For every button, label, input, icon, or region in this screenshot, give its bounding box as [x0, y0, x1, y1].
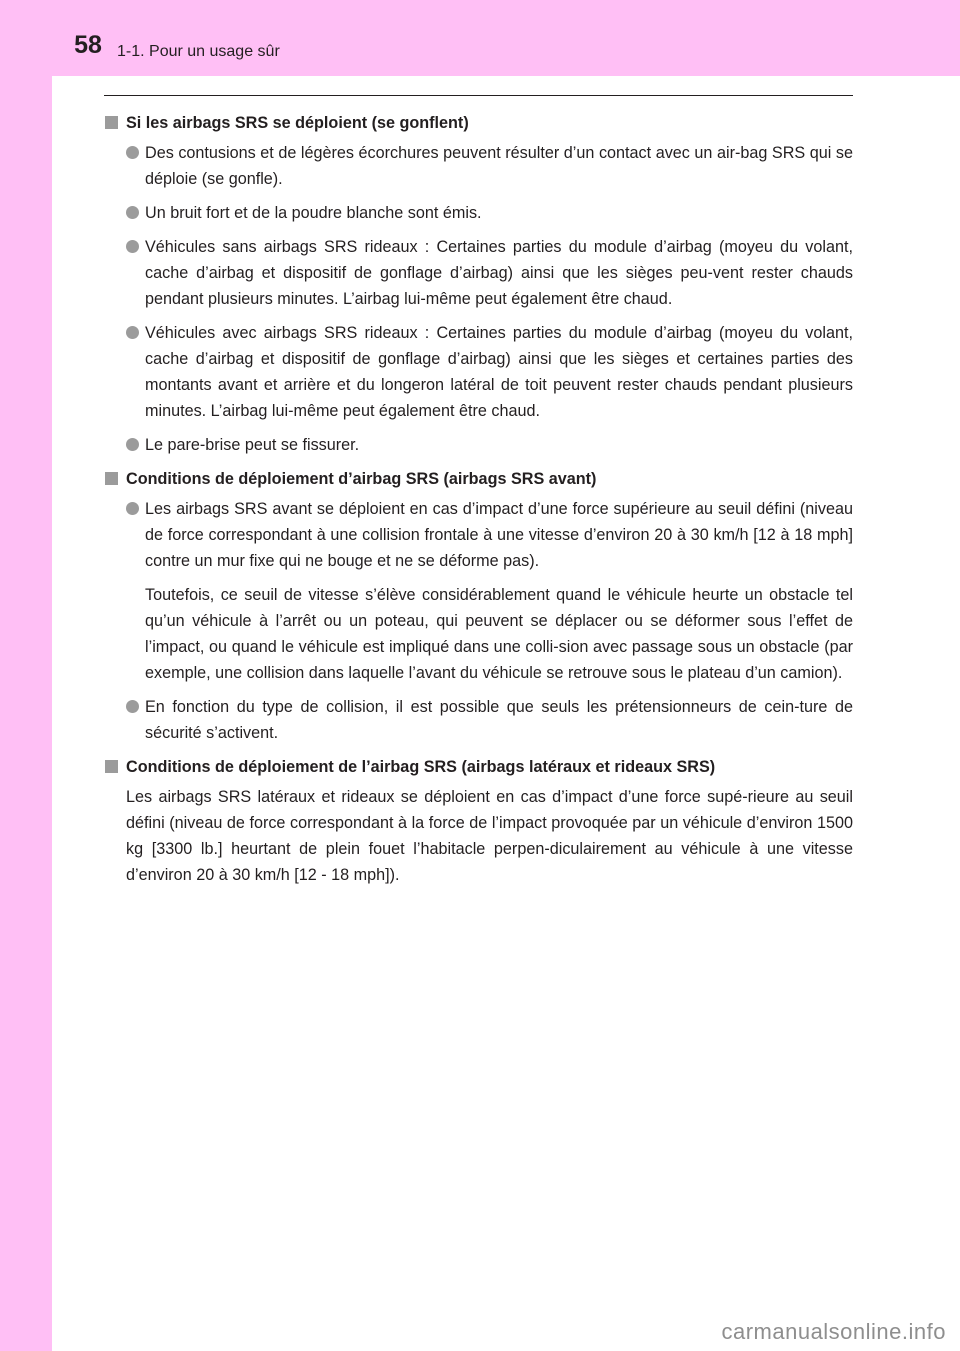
- circle-bullet-icon: [126, 700, 139, 713]
- page-content: [104, 110, 853, 896]
- circle-bullet-icon: [126, 206, 139, 219]
- square-bullet-icon: [105, 472, 118, 485]
- list-item: [104, 432, 853, 458]
- heading-text: Conditions de déploiement d’airbag SRS (airbags SRS avant): [126, 470, 597, 488]
- heading-text: Si les airbags SRS se déploient (se gonflent): [126, 114, 469, 132]
- list-item-text: Des contusions et de légères écorchures peuvent résulter d’un contact avec un air-bag SRS qui se déploie (se gonfle).: [145, 144, 853, 188]
- list-item-text: En fonction du type de collision, il est possible que seuls les prétensionneurs de cein-ture de sécurité s’activent.: [145, 698, 853, 742]
- circle-bullet-icon: [126, 326, 139, 339]
- heading-airbags-deploy: [104, 110, 853, 136]
- circle-bullet-icon: [126, 146, 139, 159]
- list-item-text: Un bruit fort et de la poudre blanche sont émis.: [145, 204, 482, 222]
- header-divider: [104, 95, 853, 96]
- page-number: 58: [74, 31, 102, 59]
- list-item-text: Les airbags SRS avant se déploient en cas d’impact d’une force supérieure au seuil défini (niveau de force correspondant à une collision frontale à une vitesse d’environ 20 à 30 km/h [12 à 18 mph] contre un mur fixe qui ne bouge et ne se déforme pas).: [145, 500, 853, 570]
- list-item-text: Véhicules sans airbags SRS rideaux : Certaines parties du module d’airbag (moyeu du volant, cache d’airbag et dispositif de gonflage d’airbag) ainsi que les sièges peu-vent rester chauds pendant plusieurs minutes. L’airbag lui-même peut également être chaud.: [145, 238, 853, 308]
- square-bullet-icon: [105, 116, 118, 129]
- circle-bullet-icon: [126, 502, 139, 515]
- list-item-text: Le pare-brise peut se fissurer.: [145, 436, 360, 454]
- side-color-band: [0, 0, 52, 1351]
- list-item: [104, 200, 853, 226]
- list-item: [104, 234, 853, 312]
- list-item: [104, 320, 853, 424]
- section-title: 1-1. Pour un usage sûr: [117, 43, 280, 60]
- heading-front-airbag-conditions: [104, 466, 853, 492]
- list-item: [104, 496, 853, 574]
- watermark: carmanualsonline.info: [721, 1319, 946, 1344]
- continuation-paragraph: Toutefois, ce seuil de vitesse s’élève considérablement quand le véhicule heurte un obstacle tel qu’un véhicule à l’arrêt ou un poteau, qui peuvent se déplacer ou se déformer sous l’effet de l’impact, ou quand le véhicule est impliqué dans une colli-sion avec passage sous un obstacle (par exemple, une collision dans laquelle l’avant du véhicule se retrouve sous le plateau d’un camion).: [145, 586, 853, 682]
- list-item-text: Véhicules avec airbags SRS rideaux : Certaines parties du module d’airbag (moyeu du volant, cache d’airbag et dispositif de gonflage d’airbag) ainsi que les sièges et certaines parties des montants avant et arrière et du longeron latéral de toit peuvent rester chauds pendant plusieurs minutes. L’airbag lui-même peut également être chaud.: [145, 324, 853, 420]
- list-item: [104, 694, 853, 746]
- square-bullet-icon: [105, 760, 118, 773]
- circle-bullet-icon: [126, 240, 139, 253]
- body-paragraph: Les airbags SRS latéraux et rideaux se déploient en cas d’impact d’une force supé-rieure au seuil défini (niveau de force correspondant à la force de l’impact provoquée par un véhicule d’environ 1500 kg [3300 lb.] heurtant de plein fouet l’habitacle perpen-diculairement au véhicule à une vitesse d’environ 20 à 30 km/h [12 - 18 mph]).: [126, 788, 853, 884]
- header-color-band: [52, 0, 960, 76]
- heading-side-curtain-conditions: [104, 754, 853, 780]
- circle-bullet-icon: [126, 438, 139, 451]
- heading-text: Conditions de déploiement de l’airbag SRS (airbags latéraux et rideaux SRS): [126, 758, 716, 776]
- list-item: [104, 140, 853, 192]
